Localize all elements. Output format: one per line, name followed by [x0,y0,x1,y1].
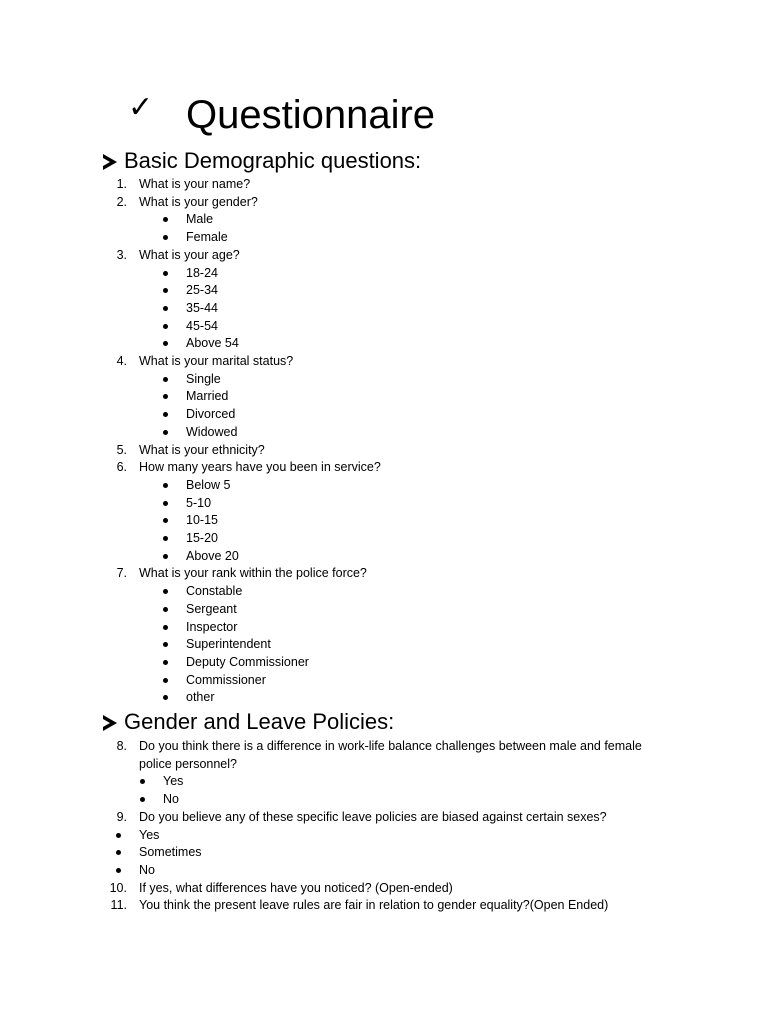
bullet-icon [116,868,121,873]
option-label: Married [186,389,229,404]
bullet-icon [163,306,168,311]
question-text-continued: police personnel? [139,756,237,771]
bullet-icon [163,271,168,276]
bullet-icon [163,324,168,329]
arrow-bullet-icon [103,154,117,170]
arrow-bullet-icon [103,715,117,731]
bullet-icon [163,483,168,488]
option-label: 35-44 [186,300,218,315]
option-label: Female [186,230,228,245]
option-label: 18-24 [186,265,218,280]
question-number: 1. [116,177,127,191]
bullet-icon [163,412,168,417]
bullet-icon [116,833,121,838]
question-number: 5. [116,442,127,457]
bullet-icon [163,501,168,506]
option-label: Single [186,371,221,386]
question-number: 3. [116,247,127,262]
bullet-icon [163,341,168,346]
option-label: Widowed [186,424,238,439]
section-title: Basic Demographic questions: [124,148,422,173]
bullet-icon [163,695,168,700]
bullet-icon [163,217,168,222]
bullet-icon [163,235,168,240]
bullet-icon [163,288,168,293]
option-label: 5-10 [186,495,212,510]
bullet-icon [163,625,168,630]
question-text: If yes, what differences have you noticed? (Open-ended) [139,880,453,895]
option-label: Constable [186,584,243,599]
bullet-icon [116,850,121,855]
question-text: You think the present leave rules are fair in relation to gender equality?(Open Ended) [139,898,609,913]
bullet-icon [163,377,168,382]
bullet-icon [163,678,168,683]
question-number: 6. [116,460,127,475]
option-label: Yes [139,827,160,842]
option-label: Inspector [186,619,238,634]
check-icon: ✓ [128,90,154,125]
bullet-icon [163,536,168,541]
bullet-icon [163,660,168,665]
question-number: 8. [116,739,127,753]
option-label: Superintendent [186,637,271,652]
option-label: 25-34 [186,283,218,298]
question-text: What is your marital status? [139,354,294,368]
bullet-icon [163,642,168,647]
option-label: No [163,792,179,807]
question-number: 2. [116,194,127,209]
question-number: 10. [109,880,127,895]
question-text: Do you believe any of these specific leave policies are biased against certain sexes? [139,809,607,824]
option-label: Yes [163,774,184,789]
question-number: 11. [110,898,127,913]
question-number: 9. [116,809,127,824]
option-label: Above 20 [186,548,239,563]
question-text: What is your gender? [139,194,258,209]
question-number: 7. [116,566,127,581]
bullet-icon [163,607,168,612]
question-text: What is your age? [139,247,240,262]
option-label: 10-15 [186,513,218,528]
bullet-icon [163,589,168,594]
question-text: How many years have you been in service? [139,460,381,475]
question-text: What is your name? [139,177,251,191]
option-label: Sergeant [186,601,237,616]
page-title: Questionnaire [186,93,436,137]
option-label: Sometimes [139,845,202,860]
option-label: 45-54 [186,318,218,333]
option-label: Above 54 [186,336,239,351]
bullet-icon [163,394,168,399]
option-label: Below 5 [186,477,231,492]
bullet-icon [140,779,145,784]
option-label: Male [186,212,214,227]
option-label: No [139,862,155,877]
option-label: Commissioner [186,672,266,687]
bullet-icon [163,518,168,523]
bullet-icon [163,554,168,559]
option-label: Divorced [186,407,236,422]
question-text: What is your ethnicity? [139,442,265,457]
bullet-icon [140,797,145,802]
bullet-icon [163,430,168,435]
option-label: other [186,690,215,705]
section-title: Gender and Leave Policies: [124,709,395,734]
question-text: Do you think there is a difference in work-life balance challenges between male and female [139,739,642,753]
question-text: What is your rank within the police force? [139,566,367,581]
question-number: 4. [116,354,127,368]
option-label: Deputy Commissioner [186,654,309,669]
option-label: 15-20 [186,531,218,545]
